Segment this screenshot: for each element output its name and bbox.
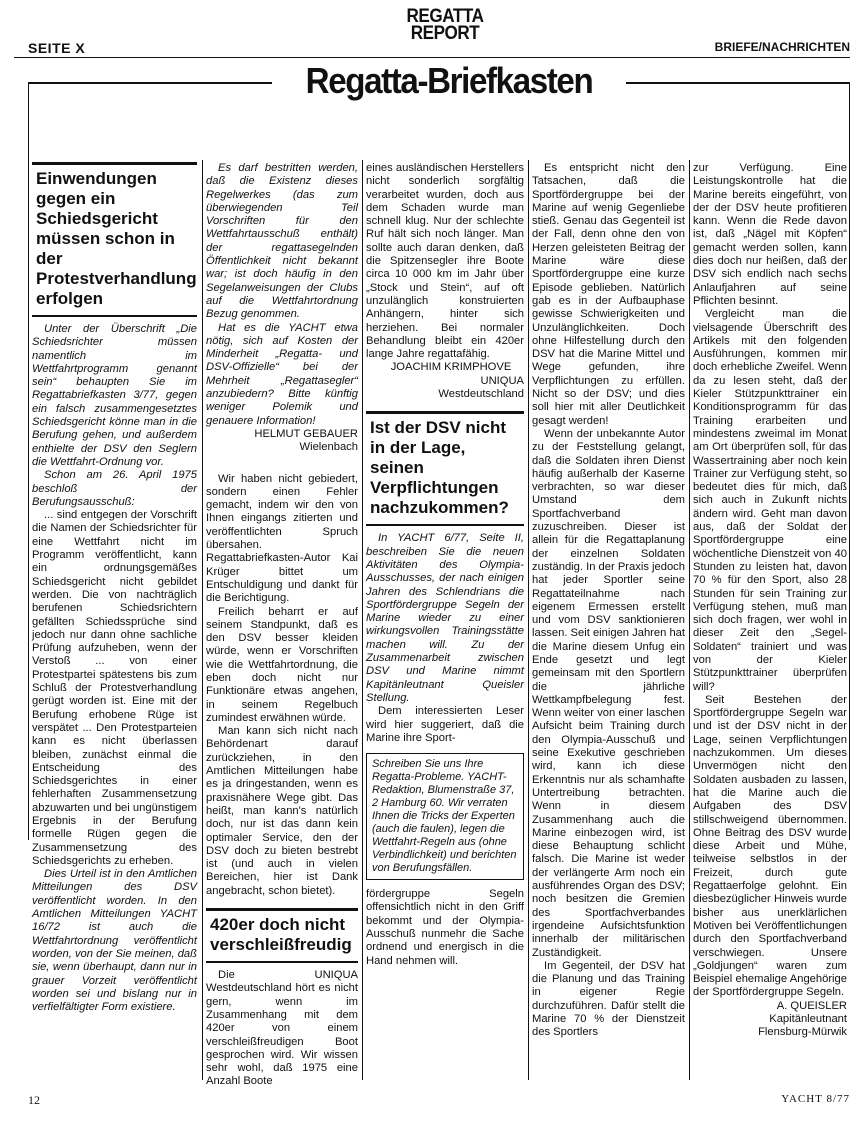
signature-name: HELMUT GEBAUER [254,427,358,440]
letter-quote-intro: Schon am 26. April 1975 beschloß der Berufungsausschuß: [32,469,197,508]
signature-rank: Kapitänleutnant [769,1013,847,1025]
queisler-p2: Wenn der unbekannte Autor zu der Feststellung gelangt, daß die Soldaten ihren Dienst häufig außerhalb der Kaserne verbrachten, so war dieser Umstand dem Sportfachverband zuzuschreiben. Dieser ist allein für die Regattaplanung der einzelnen Soldaten zuständig. In der Praxis jedoch hat jeder Sportler seine Regattateilnahme nach eigenem Ermessen erstellt und vom DSV sanktionieren lassen. Seit einigen Jahren hat die Marine diesem Unfug ein Ende gesetzt und legt gemeinsam mit den Sportlern die jährliche Wettkampfbelegung fest. Wenn weiter von einer laschen Aufsicht beim Training durch den Olympia-Ausschuß und seine Exekutive geschrieben wird, kann ich diese Erkenntnis nur als schamhafte Untertreibung betrachten. Wenn in diesem Zusammenhang auch die Marine einbezogen wird, ist diese Behauptung schlicht falsch. Die Marine ist weder der verlängerte Arm noch ein ausführendes Organ des DSV; noch besitzen die Gremien des Sportfachverbandes irgendeine Aufsichtsfunktion innerhalb der militärischen Zuständigkeit. [532,427,685,959]
queisler-p5: Vergleicht man die vielsagende Überschrift des Artikels mit den folgenden Ausführungen, kommen mir doch erhebliche Zweifel. Wenn da zu lesen steht, daß der Kieler Stützpunkttrainer ein Konditionsprogramm für das Training erarbeiten und mindestens zweimal im Monat am Ort überprüfen soll, für das Wassertraining aber noch kein Trainer zur Verfügung steht, so bedeutet dies für mich, daß sich auch in Zukunft nichts ändern wird. Geht man davon aus, daß der Soldat der Sportfördergruppe eine wöchentliche Dienstzeit von 40 Stunden zu leisten hat, davon 70 % für den Sport, also 28 Stunden für sein Training zur Verfügung stehen, muß man sich doch fragen, wer wohl in dieser Zeit den „Segel-Soldaten“ trainiert und was von der Kieler Stützpunkttrainer überprüfen will? [693,308,847,693]
section-label: BRIEFE/NACHRICHTEN [714,40,850,54]
column-4 [532,162,685,1040]
column-divider-1 [202,160,203,1080]
column-divider-3 [528,160,529,1080]
column-divider-2 [362,160,363,1080]
headline-dsv: Ist der DSV nicht in der Lage, seinen Verpflichtungen nachzukommen? [366,411,524,526]
dsv-p1: Dem interessierten Leser wird hier suggeriert, daß die Marine ihre Sport- [366,705,524,744]
reply-p1: Wir haben nicht gebiedert, sondern einen Fehler gemacht, indem wir den von Ihnen eingangs zitierten und veröffentlichten Spruch übersahen. Regattabriefkasten-Autor Kai Krüger bittet um Entschuldigung und dankt für die Berichtigung. [206,472,358,605]
column-5 [693,162,847,1040]
logo-line-2: REPORT [410,23,480,44]
issue-label: YACHT 8/77 [781,1093,850,1105]
letter-p1: Es darf bestritten werden, daß die Existenz dieses Regelwerkes (das zum überwiegenden Teil Vorschriften für den Wettfahrtausschuß enthält) der regattasegelnden Öffentlichkeit nicht bekannt war; ist doch häufig in den Segelanweisungen der Clubs auf die Wettfahrtordnung Bezug genommen. [206,162,358,321]
signature-place: Wielenbach [299,441,358,454]
letter-intro: Unter der Überschrift „Die Schiedsrichter müssen namentlich im Wettfahrtprogramm genannt sein“ behaupten Sie im Regattabriefkasten 3/77, gegen ein falsch zusammengesetztes Schiedsgericht könne man in die Berufung gehen, und außerdem enthielte der DSV den Seglern die Wettfahrt-Ordnung vor. [32,323,197,468]
logo-line-1: REGATTA [406,6,484,27]
reply-p3: Man kann sich nicht nach Behördenart darauf zurückziehen, in den Amtlichen Mitteilungen habe es ja dringestanden, wenn es praxisnähere Wege gibt. Das heißt, man kann's natürlich doch, nur ist das dann kein optimaler Service, den der DSV doch zu bieten bestrebt ist (und auch in vielen Bereichen, hier ist Dank angebracht, schon bietet). [206,725,358,897]
column-divider-4 [689,160,690,1080]
uniqua-p2: eines ausländischen Herstellers nicht sonderlich sorgfältig verarbeitet wurden, doch aus dem Schaden wurde man schnell klug. Nur der schlechte Ruf hält sich noch länger. Man sollte auch daran denken, daß die Spitzensegler ihre Boote circa 10 000 km im Jahr über „Stock und Stein“, auf oft unzulänglich konstruierten Anhängern, hinter sich herziehen. Bei normaler Behandlung bleibt ein 420er lange Jahre regattafähig. [366,162,524,361]
letter-p2: Hat es die YACHT etwa nötig, sich auf Kosten der Minderheit „Regatta- und DSV-Offizielle“ bei der Mehrheit „Regattasegler“ anzubiedern? Bitte künftig weniger Polemik und genauere Information! [206,321,358,427]
regatta-report-logo [397,8,492,42]
signature-queisler: A. QUEISLER [776,999,847,1012]
uniqua-p1: Die UNIQUA Westdeutschland hört es nicht gern, wenn im Zusammenhang mit dem 420er von einem verschleißfreudigen Boot gesprochen wird. Wir wissen sehr wohl, daß 1975 eine Anzahl Boote [206,969,358,1088]
dsv-p2: fördergruppe Segeln offensichtlich nicht in den Griff bekommt und der Olympia-Ausschuß nunmehr die Sache ordnend und energisch in die Hand nehmen will. [366,888,524,967]
signature-region: Westdeutschland [438,388,524,401]
headline-schiedsgericht: Einwendungen gegen ein Schiedsgericht müssen schon in der Protestverhandlung erfolgen [32,162,197,317]
top-rule [14,57,850,58]
queisler-p1: Es entspricht nicht den Tatsachen, daß die Sportfördergruppe bei der Marine auf wenig Gegenliebe stieß. Genau das Gegenteil ist der Fall, denn ohne den von Herzen geleisteten Beitrag der Marine wäre diese Sportfördergruppe eine kurze Episode geblieben. Natürlich gab es in der Aufbauphase gewisse Schwierigkeiten und Unzulänglichkeiten. Doch ohne Hilfestellung durch den DSV hat die Marine Mittel und Wege gefunden, ihre Verpflichtungen zu erfüllen. Nicht so der DSV; und dies soll hier mit aller Deutlichkeit gesagt werden! [532,162,685,427]
reply-p2: Freilich beharrt er auf seinem Standpunkt, daß es den DSV besser kleiden würde, wenn er Vorschriften wie die Wettfahrtordnung, die eben doch nicht nur Funktionäre etwas angehen, in seinem Regelbuch zumindest erwähnen würde. [206,605,358,724]
queisler-p3: Im Gegenteil, der DSV hat die Planung und das Training in eigener Regie durchzuführen. Dafür stellt die Marine 70 % der Dienstzeit des Sportlers [532,959,685,1039]
contact-box: Schreiben Sie uns Ihre Regatta-Probleme. YACHT-Redaktion, Blumenstraße 37, 2 Hamburg 60. Wir verraten Ihnen die Tricks der Experten (auch die faulen), legen die Wettfahrt-Regeln aus (ohne Verbindlichkeit) und berichten von Berufungsfällen. [366,753,524,880]
queisler-p4: zur Verfügung. Eine Leistungskontrolle hat die Marine bereits eingeführt, von der der DSV heute profitieren kann. Wenn die Rede davon ist, daß „Nägel mit Köpfen“ gemacht werden sollen, kann dies doch nur heißen, daß der DSV sich endlich nach sechs Anlaufjahren auf seine Pflichten besinnt. [693,162,847,307]
page-label: SEITE X [28,40,86,56]
page-title: Regatta-Briefkasten [305,60,593,101]
signature-city: Flensburg-Mürwik [758,1026,847,1039]
letter-quote: ... sind entgegen der Vorschrift die Namen der Schiedsrichter für eine Wettfahrt nicht im Programm veröffentlicht, kann ein ordnungsgemäßes Schiedsgericht nicht gebildet werden. Die von nachträglich berufenen Schiedsrichtern gefällten Schiedssprüche sind jedoch nur dann ohne sachliche Prüfung aufzuheben, wenn der Verstoß ... von einer Protestpartei spätestens bis zum Schluß der Protestverhandlung gerügt worden ist. Eine mit der Berufung erhobene Rüge ist verspätet ... Den Protestparteien kann es nicht überlassen bleiben, zunächst einmal die Entscheidung des Schiedsgerichtes in einer fehlerhaften Zusammensetzung abzuwarten und bei ungünstigem Ergebnis in der Berufung formelle Rügen gegen die Zusammensetzung des Schiedsgerichts zu erheben. [32,509,197,867]
queisler-p6: Seit Bestehen der Sportfördergruppe Segeln war und ist der DSV nicht in der Lage, seinen Verpflichtungen nachzukommen. Um dieses Unvermögen nicht den Soldaten ausbaden zu lassen, hat die Marine auch die Aufgaben des DSV stillschweigend übernommen. Ohne Beitrag des DSV wurde diese Arbeit und Mühe, teilweise selbstlos in der Freizeit, durch gute Regattaerfolge gelohnt. Ein diesbezüglicher Hinweis wurde bisher aus unerklärlichen Motiven bei Veröffentlichungen durch den Sportfachverband verschwiegen. Unsere „Goldjungen“ waren zum Beispiel ehemalige Angehörige der Sportfördergruppe Segeln. [693,693,847,999]
signature-org: UNIQUA [480,374,524,387]
letter-closing: Dies Urteil ist in den Amtlichen Mitteilungen des DSV veröffentlicht worden. In den Amtlichen Mitteilungen YACHT 16/72 ist auch die Wettfahrtordnung veröffentlicht worden, von der Sie meinen, daß sie, wenn überhaupt, dann nur in grauer Vorzeit veröffentlicht worden sei und bislang nur in verfielfältigter Form existiere. [32,868,197,1014]
page-number: 12 [28,1093,40,1107]
column-1 [32,162,197,1014]
dsv-intro: In YACHT 6/77, Seite II, beschreiben Sie die neuen Aktivitäten des Olympia-Ausschusses, der nach einigen Jahren des Schlendrians die Sportfördergruppe Segeln der Marine wieder zu einer wirkungsvollen Trainingsstätte machen will. Zu der Zusammenarbeit zwischen DSV und Marine nimmt Kapitänleutnant Queisler Stellung. [366,532,524,704]
column-2 [206,162,358,1089]
headline-420er: 420er doch nicht verschleißfreudig [206,908,358,963]
signature-krimphove: JOACHIM KRIMPHOVE [390,361,512,374]
column-3 [366,162,524,968]
